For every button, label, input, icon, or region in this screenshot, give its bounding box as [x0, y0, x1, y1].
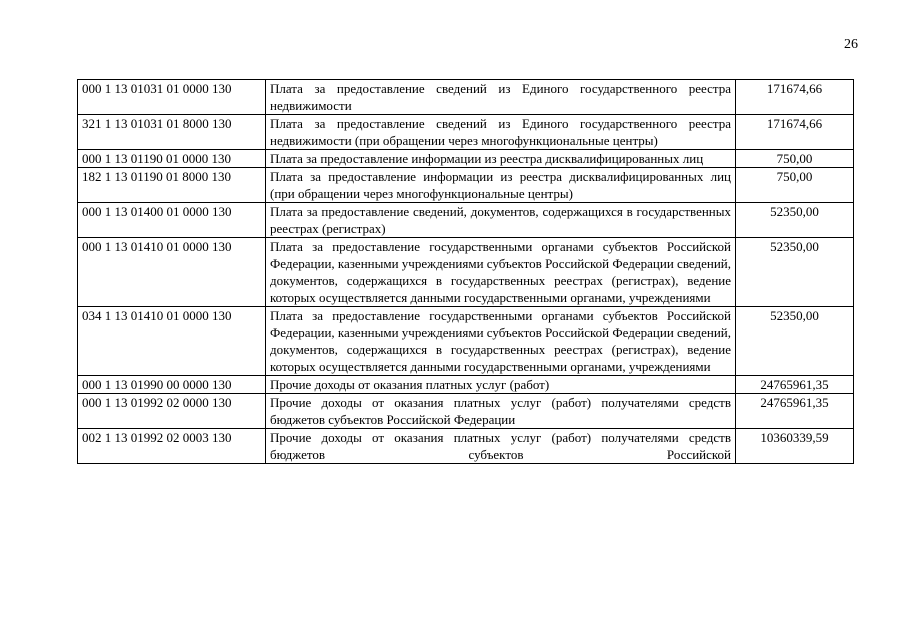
- revenue-name-cell: Плата за предоставление сведений из Единого государственного реестра недвижимости: [266, 80, 736, 115]
- amount-cell: 750,00: [736, 168, 854, 203]
- revenue-name-cell: Плата за предоставление сведений, документов, содержащихся в государственных реестрах (регистрах): [266, 203, 736, 238]
- revenue-name-cell: Прочие доходы от оказания платных услуг (работ) получателями средств бюджетов субъектов Российской: [266, 429, 736, 464]
- table-row: [78, 203, 854, 238]
- table-row: [78, 376, 854, 394]
- revenue-name-cell: Плата за предоставление государственными органами субъектов Российской Федерации, казенными учреждениями субъектов Российской Федерации сведений, документов, содержащихся в государственных реестрах (регистрах), ведение которых осуществляется данными государственными органами, учреждениями: [266, 238, 736, 307]
- revenue-name-cell: Плата за предоставление информации из реестра дисквалифицированных лиц (при обращении через многофункциональные центры): [266, 168, 736, 203]
- budget-code-cell: 000 1 13 01410 01 0000 130: [78, 238, 266, 307]
- amount-cell: 52350,00: [736, 238, 854, 307]
- amount-cell: 10360339,59: [736, 429, 854, 464]
- budget-code-cell: 000 1 13 01990 00 0000 130: [78, 376, 266, 394]
- budget-code-cell: 002 1 13 01992 02 0003 130: [78, 429, 266, 464]
- revenue-name-cell: Прочие доходы от оказания платных услуг (работ) получателями средств бюджетов субъектов Российской Федерации: [266, 394, 736, 429]
- amount-cell: 171674,66: [736, 115, 854, 150]
- table-row: [78, 307, 854, 376]
- revenue-name-cell: Плата за предоставление сведений из Единого государственного реестра недвижимости (при обращении через многофункциональные центры): [266, 115, 736, 150]
- revenue-name-cell: Плата за предоставление государственными органами субъектов Российской Федерации, казенными учреждениями субъектов Российской Федерации сведений, документов, содержащихся в государственных реестрах (регистрах), ведение которых осуществляется данными государственными органами, учреждениями: [266, 307, 736, 376]
- amount-cell: 24765961,35: [736, 376, 854, 394]
- budget-code-cell: 321 1 13 01031 01 8000 130: [78, 115, 266, 150]
- table-row: [78, 238, 854, 307]
- amount-cell: 52350,00: [736, 203, 854, 238]
- amount-cell: 171674,66: [736, 80, 854, 115]
- budget-code-cell: 000 1 13 01992 02 0000 130: [78, 394, 266, 429]
- table-row: [78, 429, 854, 464]
- budget-code-cell: 000 1 13 01400 01 0000 130: [78, 203, 266, 238]
- budget-revenue-table: [77, 79, 854, 464]
- amount-cell: 52350,00: [736, 307, 854, 376]
- budget-code-cell: 000 1 13 01031 01 0000 130: [78, 80, 266, 115]
- table-row: [78, 150, 854, 168]
- page-number: 26: [844, 37, 858, 52]
- budget-code-cell: 000 1 13 01190 01 0000 130: [78, 150, 266, 168]
- revenue-name-cell: Прочие доходы от оказания платных услуг (работ): [266, 376, 736, 394]
- table-row: [78, 394, 854, 429]
- table-row: [78, 80, 854, 115]
- budget-code-cell: 182 1 13 01190 01 8000 130: [78, 168, 266, 203]
- table-row: [78, 115, 854, 150]
- amount-cell: 750,00: [736, 150, 854, 168]
- budget-code-cell: 034 1 13 01410 01 0000 130: [78, 307, 266, 376]
- amount-cell: 24765961,35: [736, 394, 854, 429]
- table-row: [78, 168, 854, 203]
- revenue-name-cell: Плата за предоставление информации из реестра дисквалифицированных лиц: [266, 150, 736, 168]
